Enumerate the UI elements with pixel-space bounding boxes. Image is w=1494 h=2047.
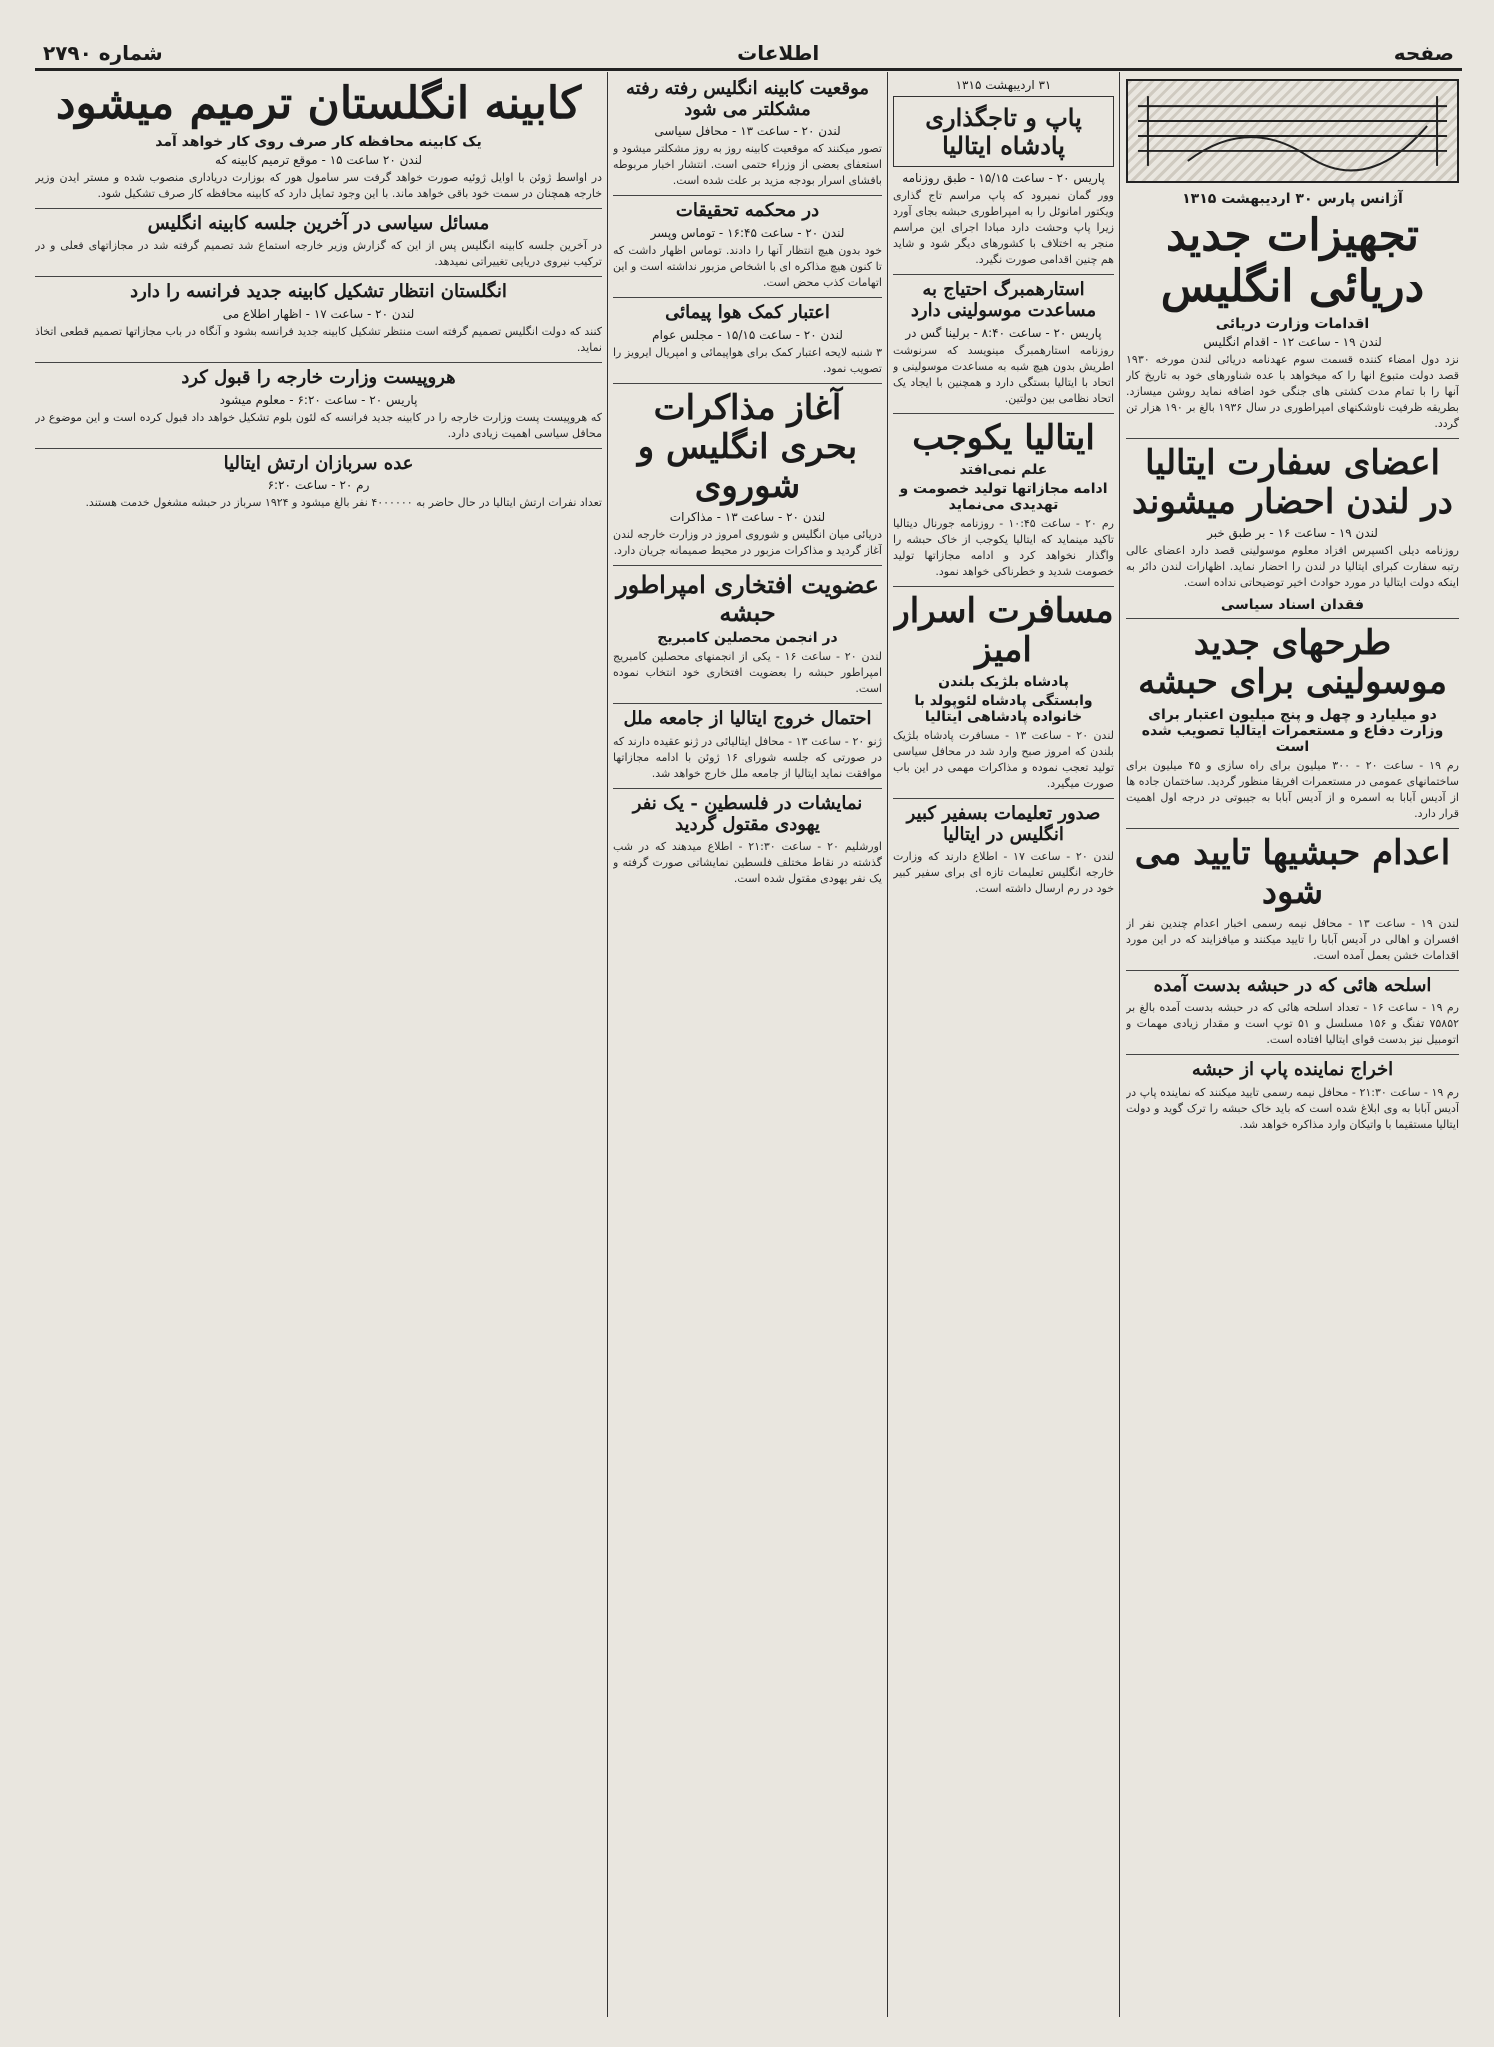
article-naval: نزد دول امضاء کننده قسمت سوم عهدنامه دریائی لندن مورخه ۱۹۳۰ قصد دولت متبوع انها را که میخواهد با عده شناورهای خود به تاریخ کار آنها را با تمام مدت کشتی های جنگی خود اضافه نماید روشن میسازد. بطریقه ظرفیت ناوشکنهای امپراطوری در سال ۱۹۳۶ بالغ بر ۱۹۰ هزار تن گردد.	[1126, 353, 1459, 431]
dateline-embassy: لندن ۱۹ - ساعت ۱۶ - بر طبق خبر	[1207, 526, 1378, 541]
headline-plans: طرحهای جدید موسولینی برای حبشه	[1138, 623, 1447, 703]
dateline-tribunal: لندن ۲۰ - ساعت ۱۶:۴۵ - توماس وپسر	[650, 226, 845, 241]
headline-ambassador: صدور تعلیمات بسفیر کبیر انگلیس در ایتالیا	[906, 802, 1101, 845]
divider	[35, 276, 602, 277]
divider	[1126, 1054, 1459, 1055]
dateline-army-size: رم ۲۰ - ساعت ۶:۲۰	[267, 478, 370, 493]
article-aviation: ۳ شنبه لایحه اعتبار کمک برای هواپیمائی و امپریال ایرویز را تصویب نمود.	[613, 345, 882, 375]
divider	[1126, 828, 1459, 829]
headline-army-size: عده سربازان ارتش ایتالیا	[223, 452, 414, 474]
issue-number: شماره ۲۷۹۰	[43, 41, 163, 65]
article-embassy: روزنامه دیلی اکسپرس افزاد معلوم موسولینی قصد دارد اعضای عالی رتبه سفارت کبرای ایتالیا در لندن را احضار نماید. اظهارات لندن دائر به اینکه دولت ایتالیا در مورد حوادث اخیر توضیحاتی نداده است.	[1126, 544, 1459, 590]
column-rule	[887, 72, 888, 2017]
divider	[35, 208, 602, 209]
dateline-coronation: پاریس ۲۰ - ساعت ۱۵/۱۵ - طبق روزنامه	[902, 171, 1105, 186]
subhead-uk-cabinet: یک کابینه محافظه کار صرف روی کار خواهد آمد	[155, 133, 482, 150]
article-weapons: رم ۱۹ - ساعت ۱۶ - تعداد اسلحه هائی که در حبشه بدست آمده بالغ بر ۷۵۸۵۲ تفنگ و ۱۵۶ مسلسل و ۵۱ توپ است و مقدار زیادی مهمات و اتومبیل نیز بدست قوای ایتالیا افتاده است.	[1126, 1001, 1459, 1047]
divider	[613, 703, 882, 704]
column-date: ۳۱ اردیبهشت ۱۳۱۵	[955, 78, 1052, 92]
divider	[893, 586, 1114, 587]
article-french-cabinet: کنند که دولت انگلیس تصمیم گرفته است منتظر تشکیل کابینه جدید فرانسه بشود و آنگاه در باب مجازاتها تصمیم قطعی اتخاذ نماید.	[35, 324, 602, 354]
headline-honorary: عضویت افتخاری امپراطور حبشه	[616, 570, 879, 627]
headline-political-issues: مسائل سیاسی در آخرین جلسه کابینه انگلیس	[147, 212, 490, 234]
headline-coronation: پاپ و تاجگذاری پادشاه ایتالیا	[925, 103, 1082, 160]
article-foreign-ministry: که هروپیست پست وزارت خارجه را در کابینه جدید فرانسه که لئون بلوم تشکیل خواهد داد قبول کرده است و این موضوع در محافل سیاسی اهمیت زیادی دارد.	[35, 410, 602, 440]
dateline-uk-cabinet: لندن ۲۰ ساعت ۱۵ - موقع ترمیم کابینه که	[215, 152, 422, 167]
headline-pope-envoy: اخراج نماینده پاپ از حبشه	[1191, 1059, 1394, 1081]
divider	[613, 383, 882, 384]
subhead-honorary: در انجمن محصلین کامبریج	[657, 630, 838, 647]
article-italy-span: رم ۲۰ - ساعت ۱۰:۴۵ - روزنامه جورنال دیتالیا تاکید مینماید که ایتالیا یکوجب از خاک حبشه را واگذار نخواهد کرد و ادامه مجازاتها تولید خصومت شدید و خطرناکی خواهد نمود.	[893, 516, 1114, 578]
dateline-aviation: لندن ۲۰ - ساعت ۱۵/۱۵ - مجلس عوام	[652, 327, 843, 342]
subhead-flag: علم نمی‌افتد	[959, 461, 1048, 478]
headline-starhemberg: استارهمبرگ احتیاج به مساعدت موسولینی دارد	[910, 279, 1097, 321]
divider	[1126, 618, 1459, 619]
subhead-naval: اقدامات وزارت دریائی	[1215, 316, 1370, 333]
dateline-naval: لندن ۱۹ - ساعت ۱۲ - اقدام انگلیس	[1203, 335, 1382, 350]
headline-league-exit: احتمال خروج ایتالیا از جامعه ملل	[623, 708, 872, 730]
divider	[613, 565, 882, 566]
news-agency-logo	[1126, 79, 1459, 183]
article-uk-cabinet: در اواسط ژوئن با اوایل ژوئیه صورت خواهد گرفت سر سامول هور که بوزارت دریاداری منصوب شده و مستر ایدن وزیر خارجه همچنان در سمت خود باقی خواهد ماند. با این وجود تمایل دارد که کابینه محافظه کار صرف تشکیل شود.	[35, 170, 602, 200]
article-tribunal: خود بدون هیچ انتظار آنها را دادند. توماس اظهار داشت که تا کنون هیچ مذاکره ای با اشخاص مزبور نداشته است و این اتهامات کذب محض است.	[613, 244, 882, 290]
subhead-sanctions: ادامه مجازاتها تولید خصومت و تهدیدی می‌نماید	[899, 480, 1108, 513]
headline-naval: تجهیزات جدید دریائی انگلیس	[1160, 210, 1425, 312]
column-2	[893, 75, 1114, 903]
article-palestine: اورشلیم ۲۰ - ساعت ۲۱:۳۰ - اطلاع میدهند که در شب گذشته در نقاط مختلف فلسطین نمایشاتی صورت گرفته و یک نفر یهودی مقتول شده است.	[613, 840, 882, 886]
headline-embassy: اعضای سفارت ایتالیا در لندن احضار میشوند	[1132, 443, 1453, 523]
article-plans: رم ۱۹ - ساعت ۲۰ - ۳۰۰ میلیون برای راه سازی و ۴۵ میلیون برای ساختمانهای عمومی در مستعمرات افریقا منظور گردید. ساختمان جاده ها از آدیس آبابا به اسمره و از آدیس آبابا به جیبوتی در درجه اول اهمیت قرار دارد.	[1126, 758, 1459, 820]
dateline-french-cabinet: لندن ۲۰ - ساعت ۱۷ - اظهار اطلاع می	[222, 306, 415, 321]
paper-name: اطلاعات	[737, 41, 820, 65]
article-mystery-trip: لندن ۲۰ - ساعت ۱۳ - مسافرت پادشاه بلژیک بلندن که امروز صبح وارد شد در محافل سیاسی تولید تعجب نموده و مذاکرات مهمی در این باب صورت میگیرد.	[893, 728, 1114, 790]
headline-cabinet-position: موقعیت کابینه انگلیس رفته رفته مشکلتر می شود	[625, 78, 870, 120]
telegraph-wires-icon	[1128, 86, 1457, 176]
divider	[893, 274, 1114, 275]
masthead	[35, 38, 1462, 71]
dateline-starhemberg: پاریس ۲۰ - ساعت ۸:۴۰ - برلینا گس در	[905, 325, 1102, 340]
column-3	[613, 75, 882, 893]
headline-mystery-trip: مسافرت اسرار امیز	[893, 590, 1114, 670]
boxed-story	[893, 96, 1114, 167]
article-coronation: وور گمان نمیرود که پاپ مراسم تاج گذاری ویکتور امانوئل را به امپراطوری حبشه بجای آورد زیرا پاپ وحشت دارد مبادا اجرای این مراسم منجر به اختلاف با کشورهای دیگر شود و شاید هم چنین اقدامی صورت نگیرد.	[893, 189, 1114, 267]
divider	[613, 297, 882, 298]
article-pope-envoy: رم ۱۹ - ساعت ۲۱:۳۰ - محافل نیمه رسمی تایید میکنند که نماینده پاپ در آدیس آبابا به وی ابلاغ شده است که باید خاک حبشه را ترک گوید و دولت ایتالیا مستقیما با واتیکان وارد مذاکره خواهد شد.	[1126, 1086, 1459, 1132]
divider	[1126, 438, 1459, 439]
headline-palestine: نمایشات در فلسطین - یک نفر یهودی مقتول گردید	[632, 792, 863, 835]
agency-dateline: آژانس پارس ۳۰ اردیبهشت ۱۳۱۵	[1182, 191, 1403, 207]
column-4	[35, 75, 602, 517]
divider	[1126, 970, 1459, 971]
column-rule	[1119, 72, 1120, 2017]
divider	[35, 448, 602, 449]
divider	[35, 362, 602, 363]
headline-executions: اعدام حبشیها تایید می شود	[1134, 832, 1451, 912]
subhead-royal-ties: وابستگی پادشاه لئوپولد با خانواده پادشاهی ایتالیا	[914, 692, 1093, 725]
column-rule	[607, 72, 608, 2017]
article-army-size: تعداد نفرات ارتش ایتالیا در حال حاضر به ۴۰۰۰۰۰۰ نفر بالغ میشود و ۱۹۲۴ سرباز در حبشه مشغول خدمت هستند.	[85, 496, 602, 510]
headline-naval-talks: آغاز مذاکرات بحری انگلیس و شوروی	[637, 387, 858, 506]
article-naval-talks: دریائی میان انگلیس و شوروی امروز در وزارت خارجه لندن آغاز گردید و مذاکرات مزبور در محیط صمیمانه جریان دارد.	[613, 528, 882, 558]
headline-tribunal: در محکمه تحقیقات	[675, 200, 820, 222]
subhead-plans: دو میلیارد و چهل و پنج میلیون اعتبار برای وزارت دفاع و مستعمرات ایتالیا تصویب شده است	[1141, 706, 1444, 755]
article-starhemberg: روزنامه استارهمبرگ مینویسد که سرنوشت اطریش بدون هیچ شبه به مساعدت موسولینی و اتحاد با ایتالیا بستگی دارد و همچنین با ایجاد یک اتحاد نظامی بین دولتین.	[893, 343, 1114, 405]
headline-foreign-ministry: هروپیست وزارت خارجه را قبول کرد	[181, 366, 456, 388]
article-cabinet-position: تصور میکنند که موقعیت کابینه روز به روز مشکلتر میشود و استعفای بعضی از وزراء حتمی است. انتشار اخبار مربوطه بافشای اسرار بودجه مزید بر علت شده است.	[613, 142, 882, 188]
article-ambassador: لندن ۲۰ - ساعت ۱۷ - اطلاع دارند که وزارت خارجه انگلیس تعلیمات تازه ای برای سفیر کبیر خود در رم ارسال داشته است.	[893, 850, 1114, 896]
dateline-cabinet-position: لندن ۲۰ - ساعت ۱۳ - محافل سیاسی	[654, 124, 841, 139]
divider	[613, 195, 882, 196]
article-league-exit: ژنو ۲۰ - ساعت ۱۳ - محافل ایتالیائی در ژنو عقیده دارند که در صورتی که جلسه شورای ۱۶ ژوئن با ادامه مجازاتها موافقت نماید ایتالیا از جامعه ملل خارج خواهد شد.	[613, 734, 882, 780]
page-label: صفحه	[1393, 41, 1454, 65]
article-executions: لندن ۱۹ - ساعت ۱۳ - محافل نیمه رسمی اخبار اعدام چندین نفر از افسران و اهالی در آدیس آبابا را تایید میکنند و میافزایند که در این مورد اقدامات خشن بعمل آمده است.	[1126, 916, 1459, 962]
subhead-belgian-king: پادشاه بلژیک بلندن	[938, 673, 1069, 690]
column-1	[1126, 75, 1459, 1139]
divider	[613, 788, 882, 789]
headline-aviation: اعتبار کمک هوا پیمائی	[665, 302, 830, 324]
headline-french-cabinet: انگلستان انتظار تشکیل کابینه جدید فرانسه را دارد	[130, 281, 507, 303]
dateline-foreign-ministry: پاریس ۲۰ - ساعت ۶:۲۰ - معلوم میشود	[219, 392, 418, 407]
dateline-naval-talks: لندن ۲۰ - ساعت ۱۳ - مذاکرات	[669, 510, 826, 525]
article-political-issues: در آخرین جلسه کابینه انگلیس پس از این که گزارش وزیر خارجه استماع شد تصمیم گرفته شد در مجازاتهای فعلی و در ترکیب نیروی دریایی تغییراتی نمیدهد.	[35, 239, 602, 269]
headline-weapons: اسلحه هائی که در حبشه بدست آمده	[1153, 974, 1432, 996]
headline-uk-cabinet: کابینه انگلستان ترمیم میشود	[55, 78, 582, 129]
headline-italy-span: ایتالیا یکوجب	[912, 417, 1095, 458]
article-honorary: لندن ۲۰ - ساعت ۱۶ - یکی از انجمنهای محصلین کامبریج امپراطور حبشه را بعضویت افتخاری خود انتخاب نموده است.	[613, 650, 882, 696]
divider	[893, 798, 1114, 799]
subhead-documents: فقدان اسناد سیاسی	[1220, 597, 1365, 614]
divider	[893, 413, 1114, 414]
